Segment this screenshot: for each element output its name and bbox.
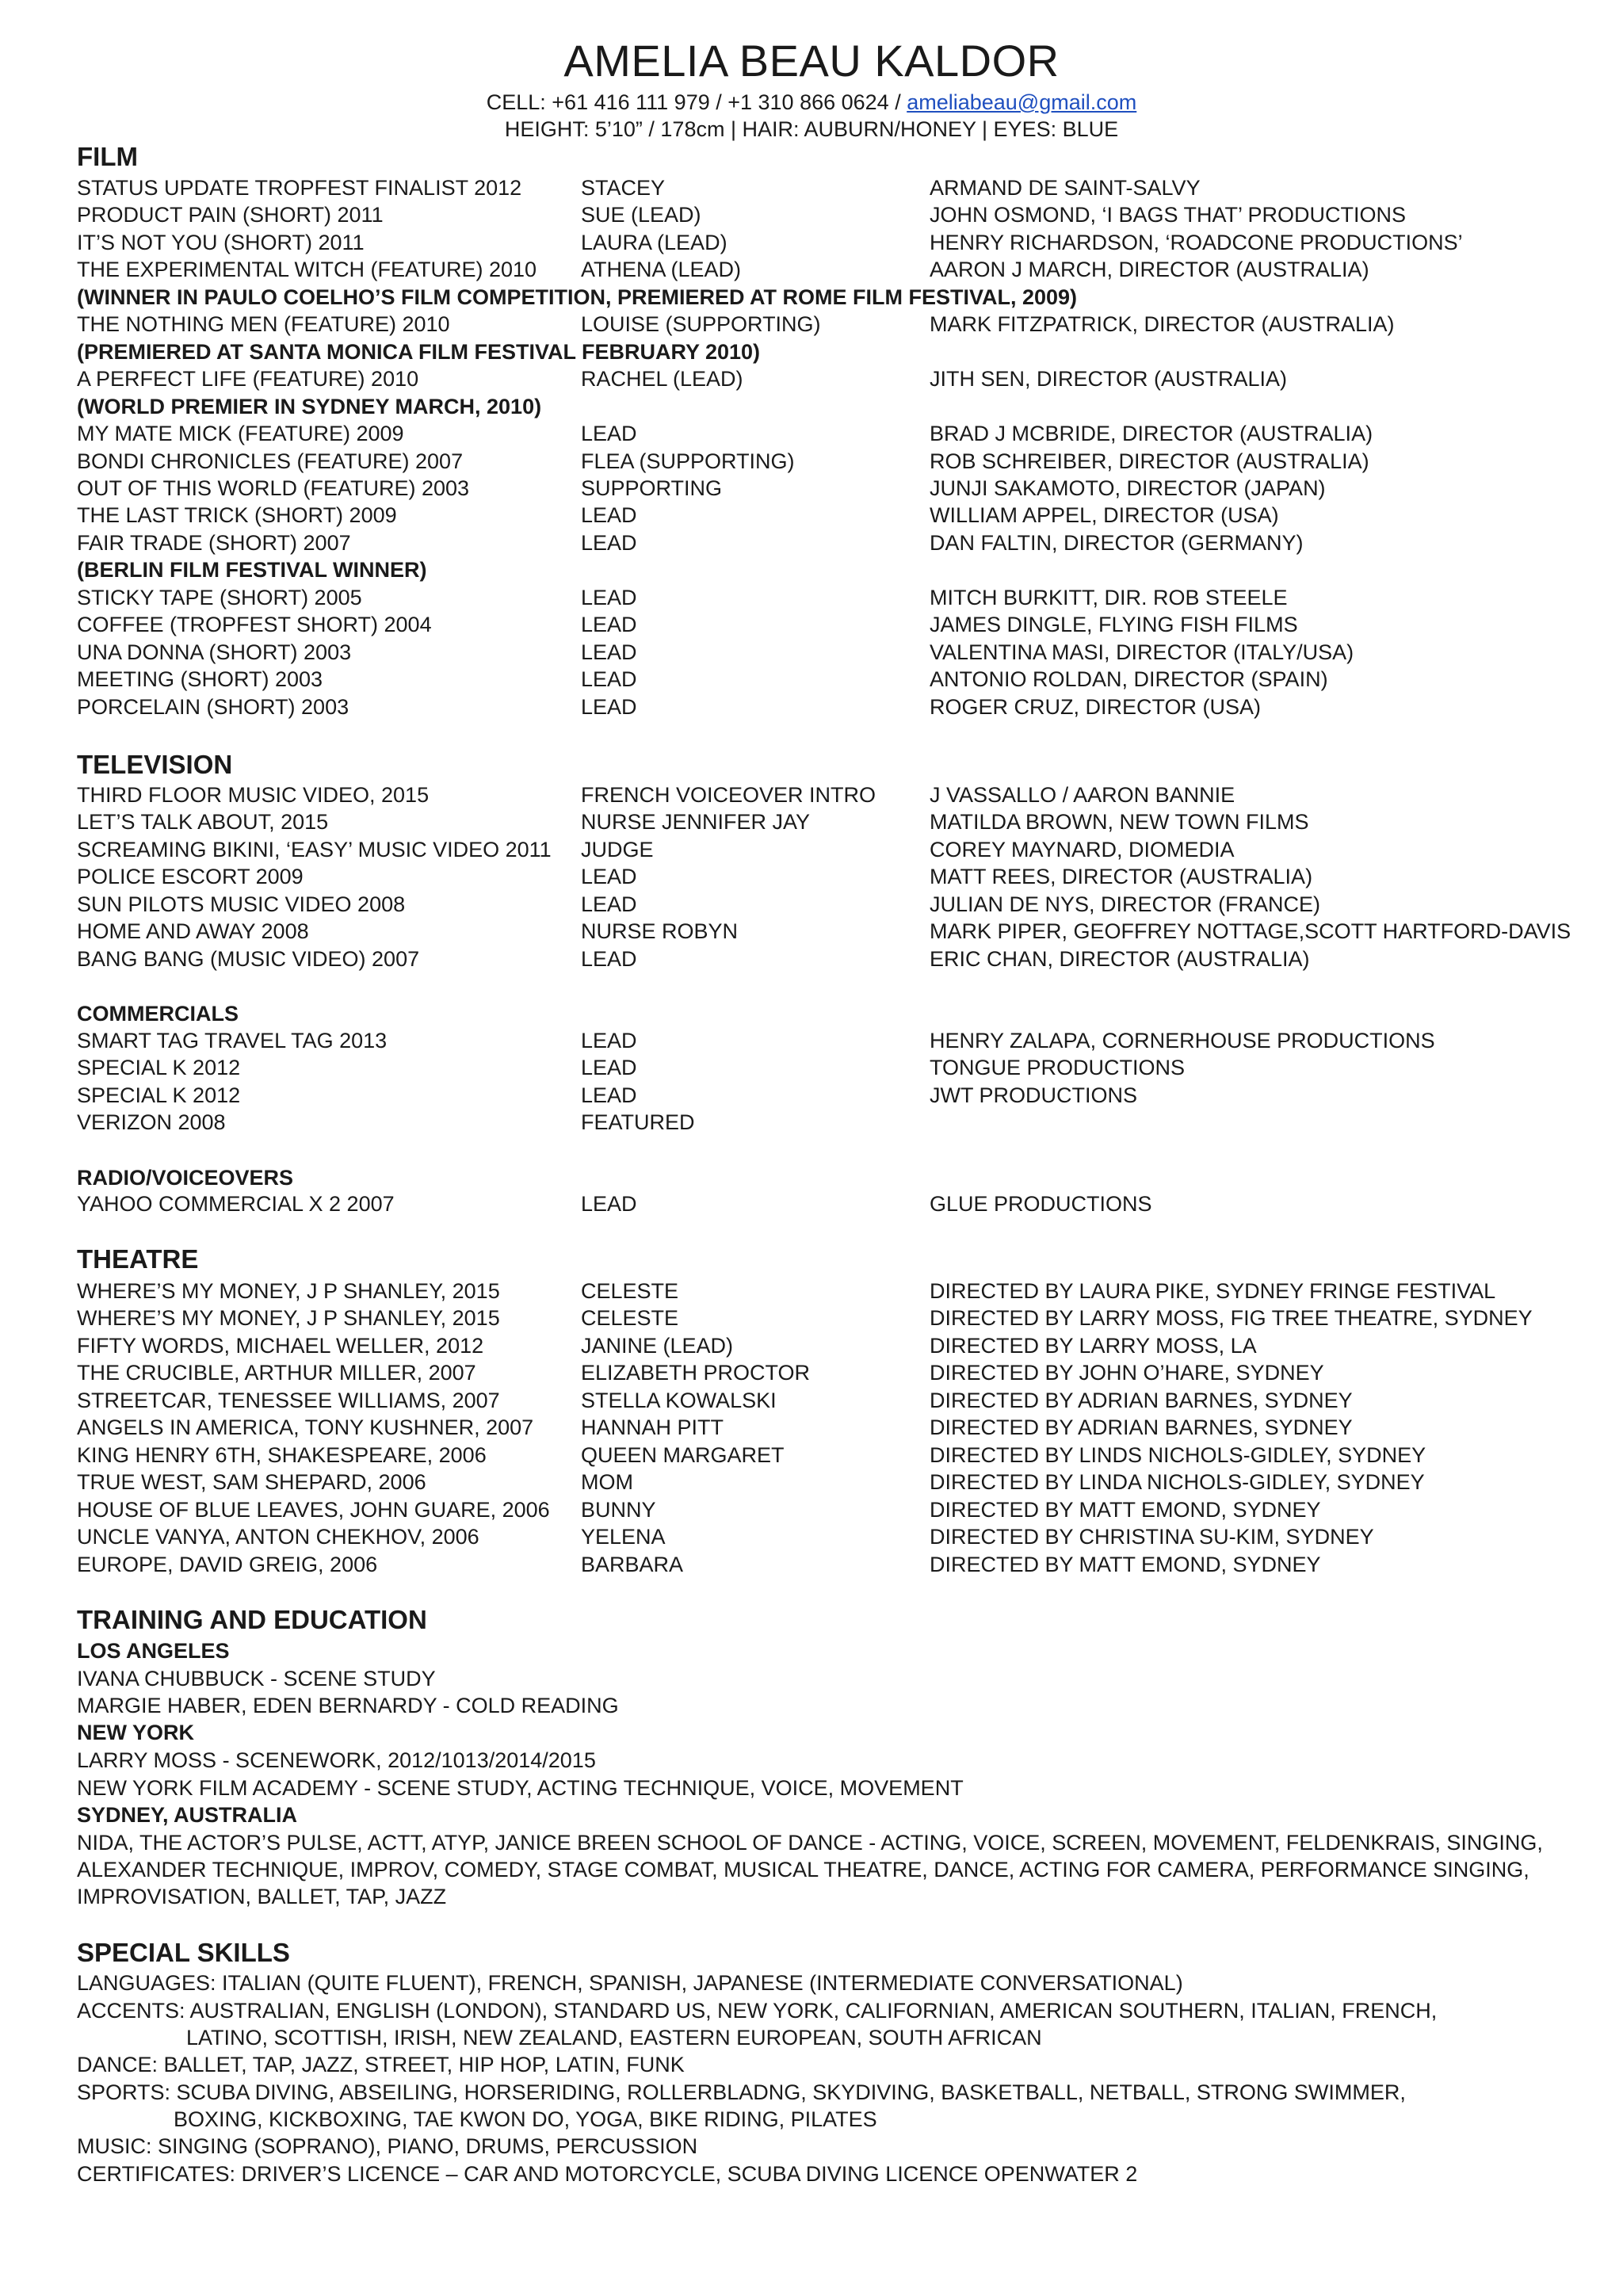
credit-title: FIFTY WORDS, MICHAEL WELLER, 2012	[77, 1333, 484, 1358]
credit-director: JOHN OSMOND, ‘I BAGS THAT’ PRODUCTIONS	[930, 203, 1407, 227]
credit-role: SUPPORTING	[581, 476, 723, 500]
television-heading: TELEVISION	[77, 750, 233, 779]
credit-row	[0, 918, 1623, 945]
credit-title: STREETCAR, TENESSEE WILLIAMS, 2007	[77, 1388, 500, 1412]
credit-director: MATT REES, DIRECTOR (AUSTRALIA)	[930, 865, 1313, 889]
credit-director: HENRY RICHARDSON, ‘ROADCONE PRODUCTIONS’	[930, 230, 1463, 254]
credit-director: MARK PIPER, GEOFFREY NOTTAGE,SCOTT HARTFORD-DAVIS	[930, 919, 1571, 944]
credit-title: A PERFECT LIFE (FEATURE) 2010	[77, 367, 419, 392]
credit-title: COFFEE (TROPFEST SHORT) 2004	[77, 613, 432, 637]
credit-role: STELLA KOWALSKI	[581, 1388, 777, 1412]
phone-numbers: CELL: +61 416 111 979 / +1 310 866 0624 /	[486, 90, 907, 114]
contact-line	[0, 89, 1623, 116]
credit-director: DIRECTED BY LARRY MOSS, LA	[930, 1333, 1257, 1358]
credit-title: VERIZON 2008	[77, 1110, 226, 1135]
credit-director: JITH SEN, DIRECTOR (AUSTRALIA)	[930, 367, 1288, 392]
credit-director: HENRY ZALAPA, CORNERHOUSE PRODUCTIONS	[930, 1029, 1435, 1052]
credit-role: RACHEL (LEAD)	[581, 367, 743, 392]
credit-title: HOUSE OF BLUE LEAVES, JOHN GUARE, 2006	[77, 1497, 550, 1522]
training-line: LARRY MOSS - SCENEWORK, 2012/1013/2014/2015	[77, 1748, 596, 1772]
radio-heading: RADIO/VOICEOVERS	[77, 1166, 294, 1190]
training-line: IMPROVISATION, BALLET, TAP, JAZZ	[77, 1885, 447, 1908]
credit-row	[0, 1278, 1623, 1305]
skills-accents: ACCENTS: AUSTRALIAN, ENGLISH (LONDON), STANDARD US, NEW YORK, CALIFORNIAN, AMERICAN SOUTHERN, ITALIAN, FRENCH,	[77, 1999, 1438, 2023]
skills-sports-continued: BOXING, KICKBOXING, TAE KWON DO, YOGA, BIKE RIDING, PILATES	[174, 2107, 877, 2131]
credit-director: J VASSALLO / AARON BANNIE	[930, 783, 1235, 807]
training-ny-heading: NEW YORK	[77, 1721, 195, 1744]
training-line: ALEXANDER TECHNIQUE, IMPROV, COMEDY, STAGE COMBAT, MUSICAL THEATRE, DANCE, ACTING FOR CAMERA, PERFORMANCE SINGING,	[77, 1858, 1529, 1881]
training-la-heading: LOS ANGELES	[77, 1639, 230, 1663]
credit-director: DIRECTED BY ADRIAN BARNES, SYDNEY	[930, 1415, 1353, 1440]
credit-row	[0, 1551, 1623, 1578]
credit-row	[0, 1469, 1623, 1496]
training-line: NIDA, THE ACTOR’S PULSE, ACTT, ATYP, JANICE BREEN SCHOOL OF DANCE - ACTING, VOICE, SCREEN, MOVEMENT, FELDENKRAIS, SINGING,	[77, 1831, 1543, 1855]
credit-row	[0, 946, 1623, 972]
credit-role: LEAD	[581, 613, 637, 637]
credit-role: NURSE ROBYN	[581, 919, 739, 944]
credit-director: DIRECTED BY LINDA NICHOLS-GIDLEY, SYDNEY	[930, 1470, 1425, 1495]
credit-role: NURSE JENNIFER JAY	[581, 810, 811, 835]
credit-title: LET’S TALK ABOUT, 2015	[77, 810, 329, 835]
credit-role: CELESTE	[581, 1306, 679, 1331]
credit-role: LEAD	[581, 694, 637, 719]
credit-title: WHERE’S MY MONEY, J P SHANLEY, 2015	[77, 1279, 500, 1303]
credit-row	[0, 693, 1623, 720]
credit-title: HOME AND AWAY 2008	[77, 919, 309, 944]
credit-role: LEAD	[581, 1083, 637, 1107]
credit-director: ARMAND DE SAINT-SALVY	[930, 176, 1201, 200]
credit-title: PORCELAIN (SHORT) 2003	[77, 694, 349, 719]
training-sydney-heading: SYDNEY, AUSTRALIA	[77, 1803, 298, 1827]
credit-director: DIRECTED BY JOHN O’HARE, SYDNEY	[930, 1361, 1324, 1385]
credit-row	[0, 666, 1623, 693]
credit-title: SPECIAL K 2012	[77, 1083, 241, 1107]
credit-director: GLUE PRODUCTIONS	[930, 1192, 1152, 1216]
training-line: IVANA CHUBBUCK - SCENE STUDY	[77, 1667, 436, 1690]
theatre-heading: THEATRE	[77, 1244, 199, 1274]
credit-row	[0, 781, 1623, 808]
credit-row	[0, 639, 1623, 666]
credit-director: DAN FALTIN, DIRECTOR (GERMANY)	[930, 530, 1304, 555]
credit-row	[0, 529, 1623, 556]
credit-role: CELESTE	[581, 1279, 679, 1303]
credit-title: UNCLE VANYA, ANTON CHEKHOV, 2006	[77, 1525, 479, 1549]
credit-title: EUROPE, DAVID GREIG, 2006	[77, 1552, 378, 1576]
credit-title: THE LAST TRICK (SHORT) 2009	[77, 503, 397, 528]
commercials-heading: COMMERCIALS	[77, 1002, 239, 1026]
credit-director: JAMES DINGLE, FLYING FISH FILMS	[930, 613, 1298, 637]
credit-row	[0, 1387, 1623, 1414]
credit-row	[0, 1442, 1623, 1469]
credit-role: FEATURED	[581, 1110, 695, 1135]
credit-title: THIRD FLOOR MUSIC VIDEO, 2015	[77, 783, 430, 807]
credit-director: MITCH BURKITT, DIR. ROB STEELE	[930, 585, 1288, 609]
skills-heading: SPECIAL SKILLS	[77, 1938, 290, 1967]
credit-title: UNA DONNA (SHORT) 2003	[77, 640, 352, 664]
credit-director: DIRECTED BY CHRISTINA SU-KIM, SYDNEY	[930, 1525, 1374, 1549]
credit-director: DIRECTED BY LINDS NICHOLS-GIDLEY, SYDNEY	[930, 1442, 1426, 1467]
skills-music: MUSIC: SINGING (SOPRANO), PIANO, DRUMS, PERCUSSION	[77, 2134, 698, 2158]
training-heading: TRAINING AND EDUCATION	[77, 1605, 427, 1634]
credit-title: THE EXPERIMENTAL WITCH (FEATURE) 2010	[77, 258, 537, 282]
credit-role: LEAD	[581, 422, 637, 446]
credit-director: MARK FITZPATRICK, DIRECTOR (AUSTRALIA)	[930, 312, 1395, 337]
training-line: MARGIE HABER, EDEN BERNARDY - COLD READING	[77, 1694, 619, 1717]
credit-role: ELIZABETH PROCTOR	[581, 1361, 811, 1385]
credit-director: JWT PRODUCTIONS	[930, 1083, 1137, 1107]
credit-role: LEAD	[581, 503, 637, 528]
credit-role: STACEY	[581, 176, 666, 200]
credit-role: LAURA (LEAD)	[581, 230, 727, 254]
credit-role: HANNAH PITT	[581, 1415, 724, 1440]
credit-director: DIRECTED BY ADRIAN BARNES, SYDNEY	[930, 1388, 1353, 1412]
credit-title: FAIR TRADE (SHORT) 2007	[77, 530, 351, 555]
credit-role: BUNNY	[581, 1497, 656, 1522]
credit-row	[0, 1359, 1623, 1386]
credit-director: AARON J MARCH, DIRECTOR (AUSTRALIA)	[930, 258, 1369, 282]
credit-title: IT’S NOT YOU (SHORT) 2011	[77, 230, 365, 254]
skills-dance: DANCE: BALLET, TAP, JAZZ, STREET, HIP HOP, LATIN, FUNK	[77, 2053, 685, 2076]
credit-note: (PREMIERED AT SANTA MONICA FILM FESTIVAL FEBRUARY 2010)	[77, 339, 761, 364]
credit-role: SUE (LEAD)	[581, 203, 701, 227]
credit-row	[0, 365, 1623, 392]
credit-title: POLICE ESCORT 2009	[77, 865, 304, 889]
credit-title: MEETING (SHORT) 2003	[77, 667, 323, 692]
skills-certificates: CERTIFICATES: DRIVER’S LICENCE – CAR AND MOTORCYCLE, SCUBA DIVING LICENCE OPENWATER 2	[77, 2162, 1138, 2186]
credit-title: KING HENRY 6TH, SHAKESPEARE, 2006	[77, 1442, 487, 1467]
credit-row	[0, 1414, 1623, 1441]
credit-title: WHERE’S MY MONEY, J P SHANLEY, 2015	[77, 1306, 500, 1331]
credit-row	[0, 1054, 1623, 1081]
skills-accents-continued: LATINO, SCOTTISH, IRISH, NEW ZEALAND, EASTERN EUROPEAN, SOUTH AFRICAN	[186, 2026, 1042, 2050]
credit-row	[0, 1332, 1623, 1359]
credit-director: ROGER CRUZ, DIRECTOR (USA)	[930, 694, 1262, 719]
credit-director: JULIAN DE NYS, DIRECTOR (FRANCE)	[930, 892, 1321, 916]
credit-director: DIRECTED BY LARRY MOSS, FIG TREE THEATRE, SYDNEY	[930, 1306, 1533, 1331]
credit-director: VALENTINA MASI, DIRECTOR (ITALY/USA)	[930, 640, 1354, 664]
credit-director: DIRECTED BY LAURA PIKE, SYDNEY FRINGE FESTIVAL	[930, 1279, 1496, 1303]
credit-note: (WINNER IN PAULO COELHO’S FILM COMPETITION, PREMIERED AT ROME FILM FESTIVAL, 2009)	[77, 285, 1078, 309]
credit-role: JUDGE	[581, 837, 654, 861]
credit-title: OUT OF THIS WORLD (FEATURE) 2003	[77, 476, 470, 500]
training-line: NEW YORK FILM ACADEMY - SCENE STUDY, ACTING TECHNIQUE, VOICE, MOVEMENT	[77, 1776, 964, 1800]
credit-director: TONGUE PRODUCTIONS	[930, 1056, 1186, 1080]
credit-note: (WORLD PREMIER IN SYDNEY MARCH, 2010)	[77, 394, 542, 418]
credit-row	[0, 420, 1623, 447]
credit-role: JANINE (LEAD)	[581, 1333, 734, 1358]
credit-role: YELENA	[581, 1525, 666, 1549]
credit-title: SPECIAL K 2012	[77, 1056, 241, 1080]
credit-role: LOUISE (SUPPORTING)	[581, 312, 821, 337]
credit-title: SCREAMING BIKINI, ‘EASY’ MUSIC VIDEO 2011	[77, 837, 552, 861]
skills-sports: SPORTS: SCUBA DIVING, ABSEILING, HORSERIDING, ROLLERBLADNG, SKYDIVING, BASKETBALL, NETBALL, STRONG SWIMMER,	[77, 2080, 1406, 2104]
credit-note: (BERLIN FILM FESTIVAL WINNER)	[77, 558, 427, 583]
credit-director: DIRECTED BY MATT EMOND, SYDNEY	[930, 1552, 1321, 1576]
credit-title: THE NOTHING MEN (FEATURE) 2010	[77, 312, 450, 337]
credit-row	[0, 1305, 1623, 1331]
credit-title: SUN PILOTS MUSIC VIDEO 2008	[77, 892, 406, 916]
credit-director: JUNJI SAKAMOTO, DIRECTOR (JAPAN)	[930, 476, 1326, 500]
credit-row	[0, 201, 1623, 228]
credit-role: LEAD	[581, 585, 637, 609]
credit-director: BRAD J MCBRIDE, DIRECTOR (AUSTRALIA)	[930, 422, 1373, 446]
credit-role: LEAD	[581, 892, 637, 916]
credit-row	[0, 1496, 1623, 1523]
credit-role: BARBARA	[581, 1552, 684, 1576]
credit-row	[0, 448, 1623, 475]
credit-row	[0, 1082, 1623, 1109]
credit-title: YAHOO COMMERCIAL X 2 2007	[77, 1192, 395, 1216]
credit-title: TRUE WEST, SAM SHEPARD, 2006	[77, 1470, 426, 1495]
credit-role: LEAD	[581, 667, 637, 692]
credit-director: COREY MAYNARD, DIOMEDIA	[930, 837, 1235, 861]
credit-title: STICKY TAPE (SHORT) 2005	[77, 585, 362, 609]
film-heading: FILM	[77, 142, 138, 171]
credit-row	[0, 229, 1623, 256]
skills-languages: LANGUAGES: ITALIAN (QUITE FLUENT), FRENCH, SPANISH, JAPANESE (INTERMEDIATE CONVERSATIONAL)	[77, 1971, 1183, 1995]
email-link[interactable]: ameliabeau@gmail.com	[907, 90, 1137, 114]
credit-director: ANTONIO ROLDAN, DIRECTOR (SPAIN)	[930, 667, 1328, 692]
credit-row	[0, 1109, 1623, 1136]
credit-row	[0, 836, 1623, 863]
credit-row	[0, 311, 1623, 338]
credit-row	[0, 256, 1623, 283]
credit-row	[0, 611, 1623, 638]
credit-role: FLEA (SUPPORTING)	[581, 449, 795, 473]
credit-title: BONDI CHRONICLES (FEATURE) 2007	[77, 449, 464, 473]
credit-row	[0, 174, 1623, 201]
credit-director: WILLIAM APPEL, DIRECTOR (USA)	[930, 503, 1279, 528]
physical-stats: HEIGHT: 5’10” / 178cm | HAIR: AUBURN/HONEY | EYES: BLUE	[504, 117, 1119, 141]
credit-director: DIRECTED BY MATT EMOND, SYDNEY	[930, 1497, 1321, 1522]
credit-role: LEAD	[581, 640, 637, 664]
credit-title: MY MATE MICK (FEATURE) 2009	[77, 422, 404, 446]
credit-row	[0, 891, 1623, 918]
credit-row	[0, 863, 1623, 890]
credit-row	[0, 475, 1623, 502]
credit-director: ROB SCHREIBER, DIRECTOR (AUSTRALIA)	[930, 449, 1369, 473]
credit-role: QUEEN MARGARET	[581, 1442, 785, 1467]
credit-row	[0, 1523, 1623, 1550]
credit-row	[0, 502, 1623, 529]
credit-role: LEAD	[581, 530, 637, 555]
credit-title: BANG BANG (MUSIC VIDEO) 2007	[77, 946, 420, 971]
credit-role: LEAD	[581, 1192, 637, 1216]
credit-row	[0, 584, 1623, 611]
credit-row	[0, 1190, 1623, 1217]
credit-role: LEAD	[581, 865, 637, 889]
credit-title: SMART TAG TRAVEL TAG 2013	[77, 1029, 388, 1052]
credit-title: PRODUCT PAIN (SHORT) 2011	[77, 203, 384, 227]
credit-director: ERIC CHAN, DIRECTOR (AUSTRALIA)	[930, 946, 1310, 971]
credit-row	[0, 1027, 1623, 1054]
credit-role: LEAD	[581, 1029, 637, 1052]
credit-role: MOM	[581, 1470, 633, 1495]
credit-title: STATUS UPDATE TROPFEST FINALIST 2012	[77, 176, 522, 200]
credit-row	[0, 808, 1623, 835]
credit-title: THE CRUCIBLE, ARTHUR MILLER, 2007	[77, 1361, 476, 1385]
credit-role: FRENCH VOICEOVER INTRO	[581, 783, 876, 807]
credit-role: ATHENA (LEAD)	[581, 258, 742, 282]
credit-director: MATILDA BROWN, NEW TOWN FILMS	[930, 810, 1309, 835]
credit-title: ANGELS IN AMERICA, TONY KUSHNER, 2007	[77, 1415, 534, 1440]
credit-role: LEAD	[581, 946, 637, 971]
actor-name: AMELIA BEAU KALDOR	[563, 36, 1060, 86]
credit-role: LEAD	[581, 1056, 637, 1080]
